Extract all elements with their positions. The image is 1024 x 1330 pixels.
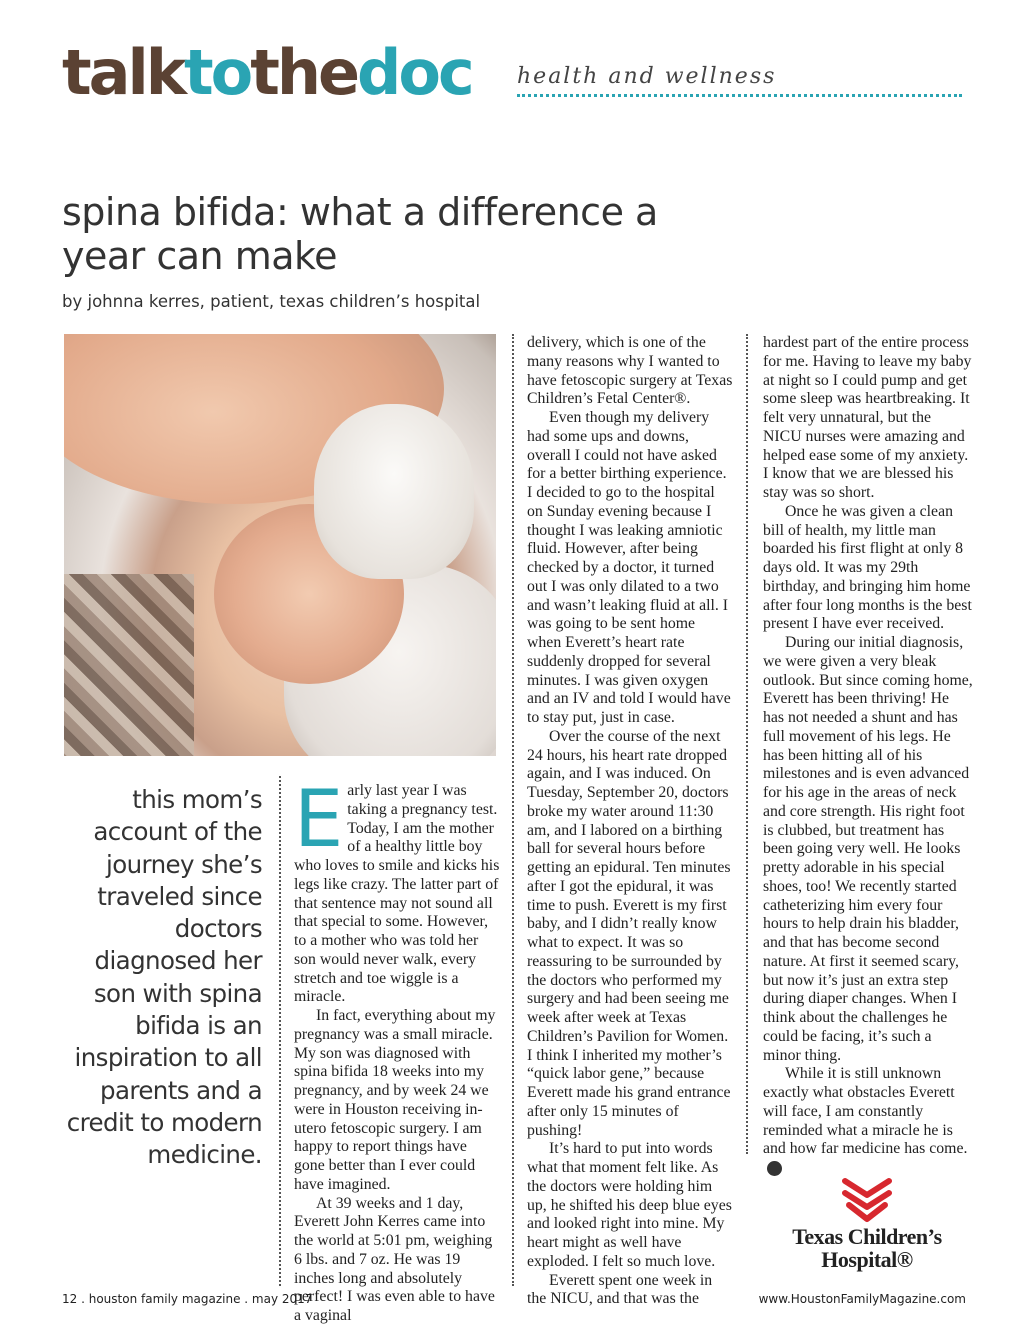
- drop-cap: E: [294, 775, 344, 865]
- paragraph: During our initial diagnosis, we were given a very bleak outlook. But since coming home, Everett has been thriving! He has not needed a shunt and has full movement of his legs. He has been hitting all of his milestones and is even advanced for his age in the areas of neck and core strength. His right foot is clubbed, but treatment has been going very well. He looks pretty adorable in his special shoes, too! We recently started catheterizing him every four hours to help drain his bladder, and that has become second nature. At first it seemed scary, but now it’s just an extra step during diaper changes. When I think about the challenges he could be facing, it’s such a minor thing.: [763, 634, 973, 1064]
- footer-folio: 12 . houston family magazine . may 2017: [62, 1292, 313, 1306]
- paragraph: Even though my delivery had some ups and downs, overall I could not have asked for a better birthing experience. I decided to go to the hospital on Sunday evening because I thought I was leaking amniotic fluid. However, after being checked by a doctor, it turned out I was only dilated to a two and wasn’t leaking fluid at all. I was going to be sent home when Everett’s heart rate suddenly dropped for several minutes. I was given oxygen and an IV and told I would have to stay put, just in case.: [527, 409, 731, 726]
- section-label: health and wellness: [517, 64, 777, 89]
- article-column-1: [294, 775, 500, 1326]
- column-divider: [746, 334, 748, 1154]
- paragraph: It’s hard to put into words what that moment felt like. As the doctors were holding him up, he shifted his deep blue eyes and looked right into mine. My heart might as well have exploded. I felt so much love.: [527, 1140, 732, 1270]
- column-divider: [279, 776, 281, 1286]
- article-byline: by johnna kerres, patient, texas children’s hospital: [62, 292, 481, 311]
- masthead-word-talk: talk: [62, 36, 184, 109]
- photo-knit-hat: [314, 404, 474, 579]
- texas-childrens-logo: [772, 1175, 962, 1285]
- end-of-article-icon: hf: [767, 1161, 782, 1176]
- paragraph: In fact, everything about my pregnancy was a small miracle. My son was diagnosed with spina bifida 18 weeks into my pregnancy, and by week 24 we were in Houston receiving in-utero fetoscopic surgery. I am happy to report things have gone better than I ever could have imagined.: [294, 1007, 496, 1193]
- paragraph: Everett spent one week in the NICU, and that was the: [527, 1271, 713, 1308]
- heart-chevrons-icon: [837, 1175, 897, 1225]
- masthead-dotted-rule: [517, 94, 962, 97]
- article-headline: spina bifida: what a difference a year can make: [62, 190, 658, 278]
- column-divider: [512, 334, 514, 1286]
- masthead-word-the: the: [250, 36, 358, 109]
- paragraph: hardest part of the entire process for me. Having to leave my baby at night so I could pump and get some sleep was heartbreaking. It felt very unnatural, but the NICU nurses were amazing and helped ease some of my anxiety. I know that we are blessed his stay was so short.: [763, 334, 972, 501]
- paragraph-last: [763, 1065, 973, 1178]
- logo-line-2: Hospital®: [821, 1247, 913, 1272]
- masthead: [62, 38, 962, 108]
- paragraph: delivery, which is one of the many reasons why I wanted to have fetoscopic surgery at Texas Children’s Fetal Center®.: [527, 334, 733, 408]
- pull-quote: this mom’s account of the journey she’s traveled since doctors diagnosed her son with spina bifida is an inspiration to all parents and a credit to modern medicine.: [66, 785, 262, 1170]
- logo-line-1: Texas Children’s: [792, 1224, 942, 1249]
- masthead-word-doc: doc: [357, 36, 472, 109]
- article-column-2: [527, 334, 733, 1309]
- masthead-title: [62, 38, 472, 108]
- paragraph: Once he was given a clean bill of health, my little man boarded his first flight at only 8 days old. It was my 29th birthday, and bringing him home after four long months is the best present I have ever received.: [763, 502, 972, 633]
- paragraph-text: While it is still unknown exactly what obstacles Everett will face, I am constantly reminded what a miracle he is and how far medicine has come.: [763, 1065, 968, 1158]
- paragraph: At 39 weeks and 1 day, Everett John Kerres came into the world at 5:01 pm, weighing 6 lbs. and 7 oz. He was 19 inches long and absolutely perfect! I was even able to have a vaginal: [294, 1194, 495, 1324]
- mother-baby-photo: [64, 334, 496, 756]
- paragraph: arly last year I was taking a pregnancy test. Today, I am the mother of a healthy little boy who loves to smile and kicks his legs like crazy. The latter part of that sentence may not sound all that special to some. However, to a mother who was told her son would never walk, every stretch and toe wiggle is a miracle.: [294, 782, 500, 1006]
- photo-scarf: [64, 574, 194, 756]
- footer-website: www.HoustonFamilyMagazine.com: [758, 1292, 966, 1306]
- article-column-3: [763, 334, 973, 1178]
- masthead-word-to: to: [183, 36, 251, 109]
- paragraph: Over the course of the next 24 hours, his heart rate dropped again, and I was induced. On Tuesday, September 20, doctors broke my water around 11:30 am, and I labored on a birthing ball for several hours before getting an epidural. Ten minutes after I got the epidural, it was time to push. Everett is my first baby, and I didn’t really know what to expect. It was so reassuring to be surrounded by the doctors who performed my surgery and had been seeing me week after week at Texas Children’s Pavilion for Women. I think I inherited my mother’s “quick labor gene,” because Everett made his grand entrance after only 15 minutes of pushing!: [527, 727, 731, 1139]
